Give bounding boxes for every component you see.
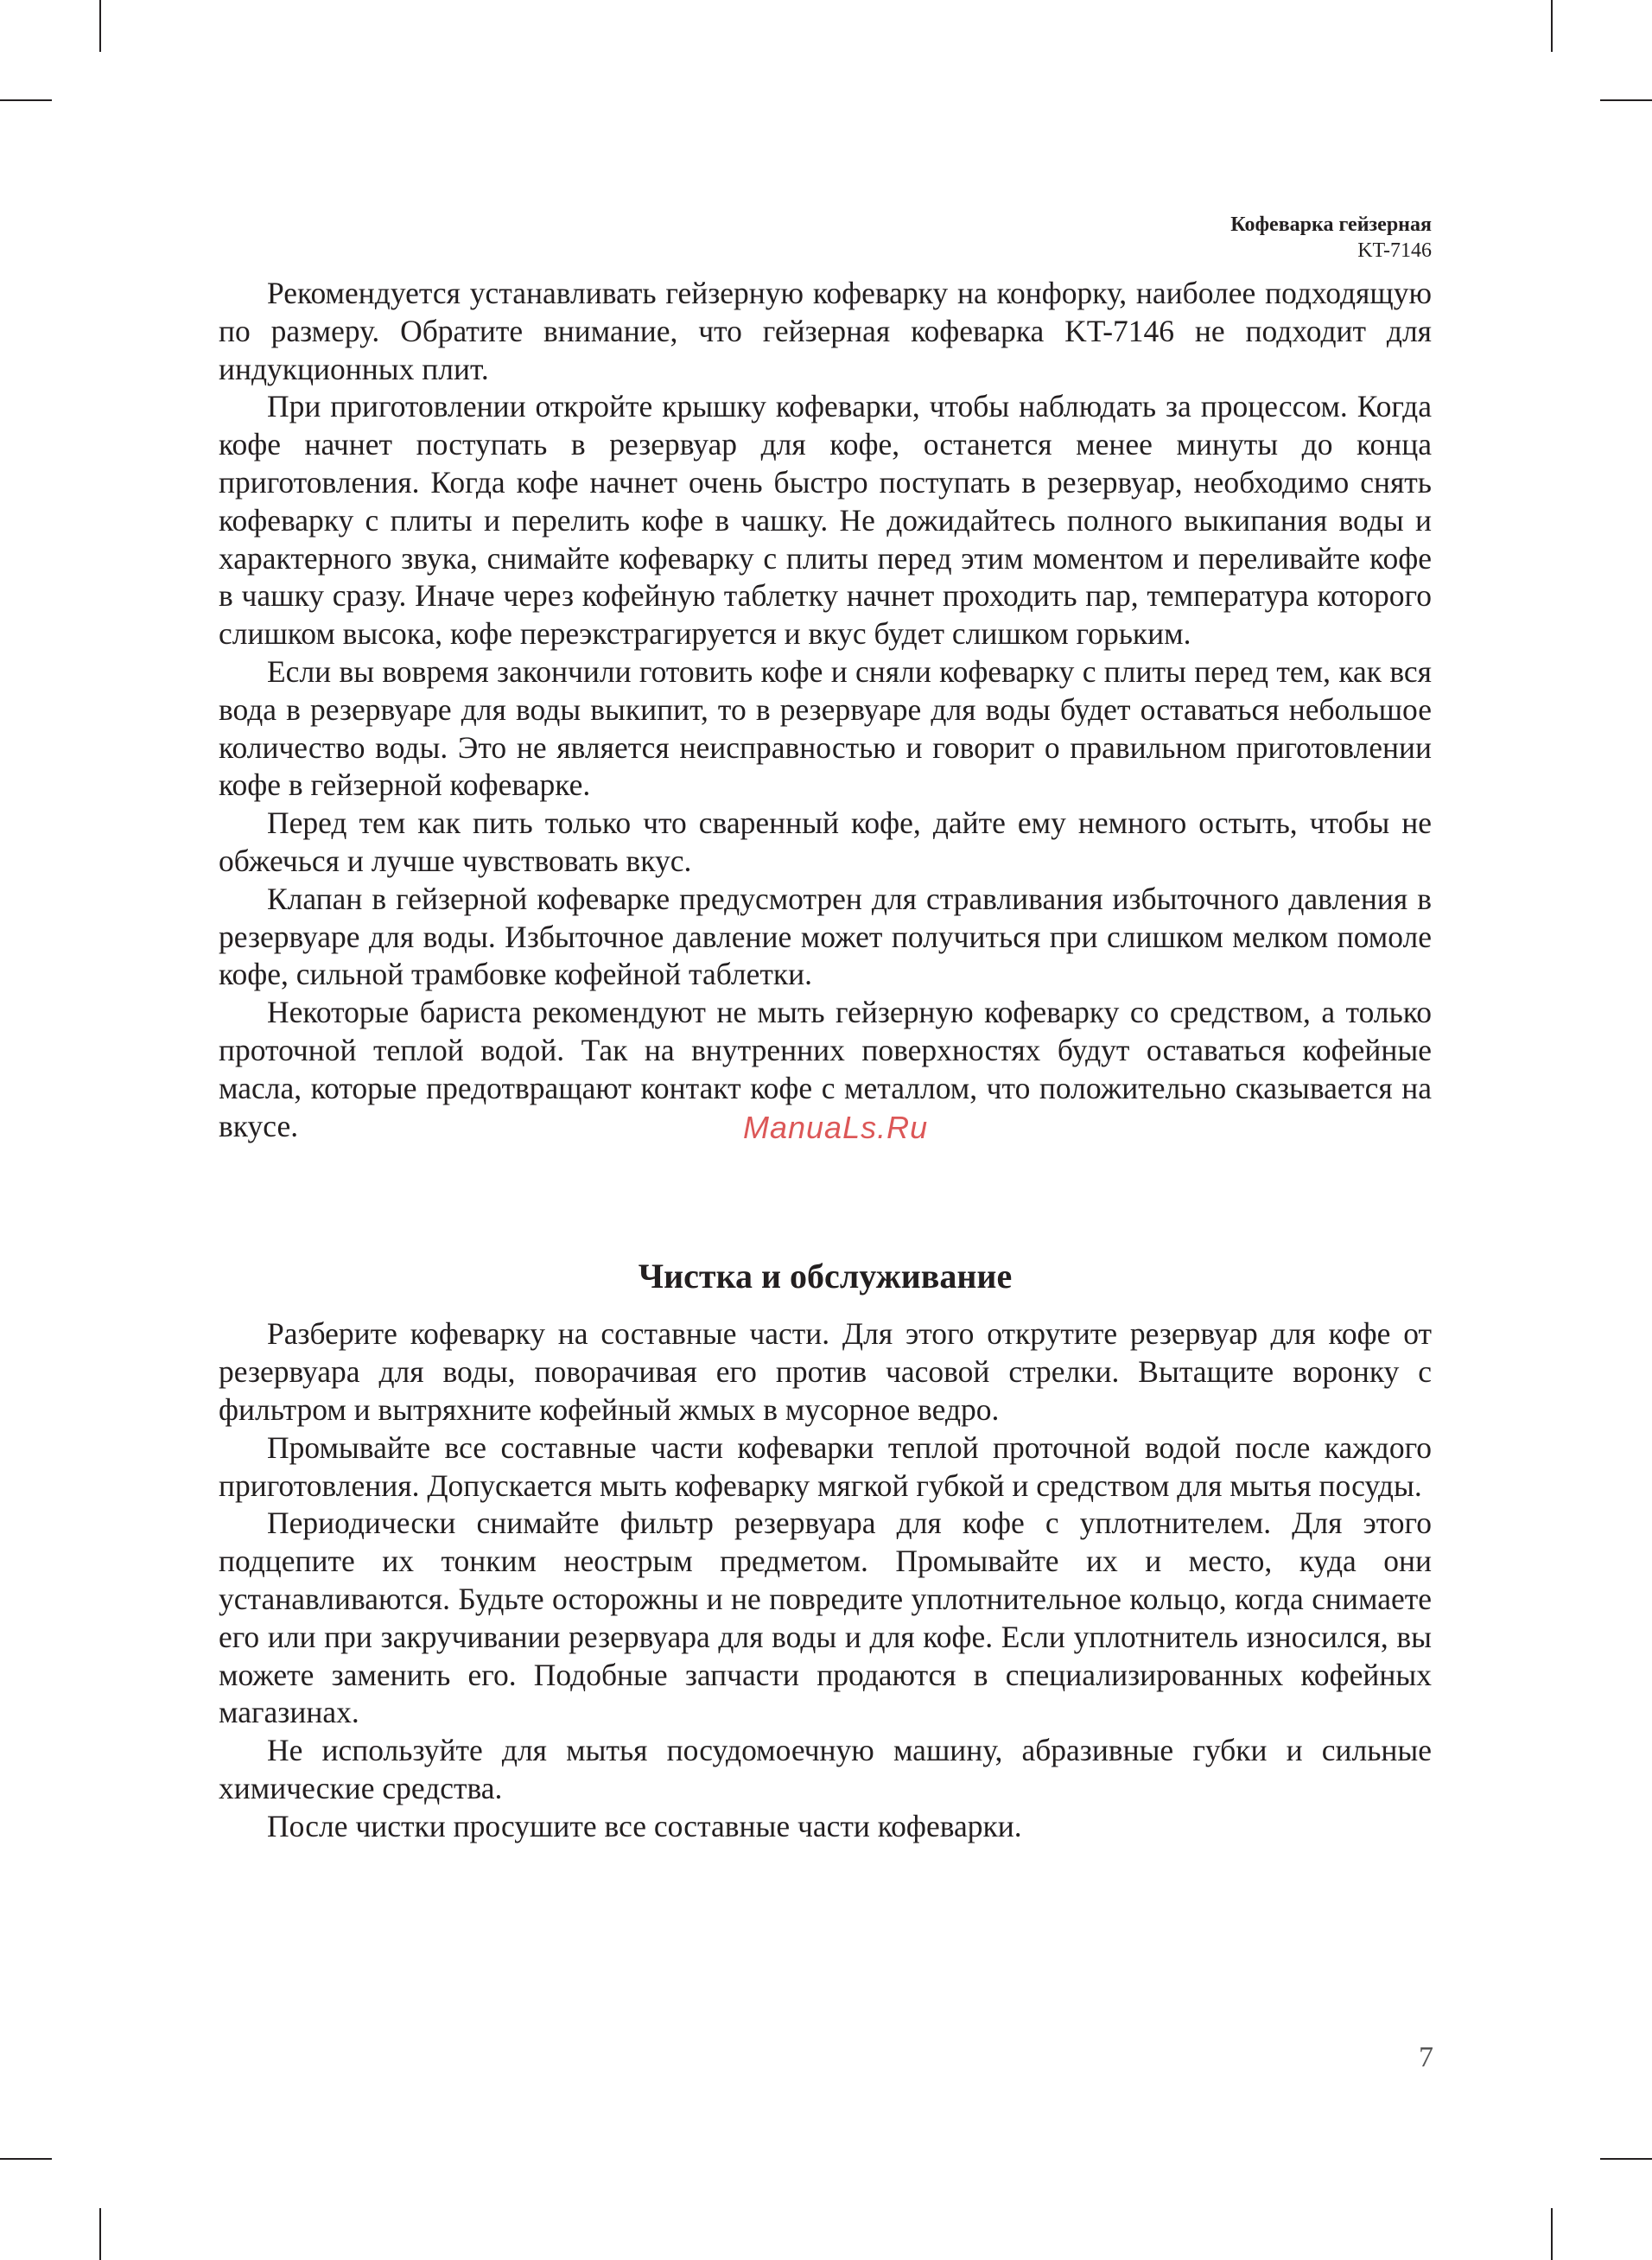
- paragraph: Перед тем как пить только что сваренный кофе, дайте ему немного остыть, чтобы не обжечься и лучше чувствовать вкус.: [219, 805, 1432, 878]
- page-number: 7: [1419, 2041, 1433, 2073]
- crop-mark: [1600, 99, 1652, 101]
- paragraph: Не используйте для мытья посудомоечную машину, абразивные губки и сильные химические средства.: [219, 1733, 1432, 1805]
- header-model: KT-7146: [1357, 239, 1432, 262]
- crop-mark: [1551, 0, 1553, 52]
- section-spacer: [219, 1145, 1432, 1255]
- heading-gap: [219, 1298, 1432, 1315]
- paragraph: Некоторые бариста рекомендуют не мыть гейзерную кофеварку со средством, а только проточной теплой водой. Так на внутренних поверхностях будут оставаться кофейные масла, которые предотвращают контакт кофе с металлом, что положительно сказывается на вкусе.: [219, 995, 1432, 1143]
- crop-mark: [0, 2158, 52, 2160]
- paragraph: Промывайте все составные части кофеварки теплой проточной водой после каждого приготовления. Допускается мыть кофеварку мягкой губкой и средством для мытья посуды.: [219, 1429, 1432, 1503]
- paragraph: Клапан в гейзерной кофеварке предусмотрен для стравливания избыточного давления в резервуаре для воды. Избыточное давление может получиться при слишком мелком помоле кофе, сильной трамбовке кофейной таблетки.: [219, 881, 1432, 992]
- crop-mark: [0, 99, 52, 101]
- running-header: [1230, 212, 1432, 264]
- paragraph: Если вы вовремя закончили готовить кофе и сняли кофеварку с плиты перед тем, как вся вода в резервуаре для воды выкипит, то в резервуаре для воды будет оставаться небольшое количество воды. Это не является неисправностью и говорит о правильном приготовлении кофе в гейзерной кофеварке.: [219, 653, 1432, 803]
- crop-mark: [99, 2208, 101, 2260]
- header-title: Кофеварка гейзерная: [1230, 213, 1432, 236]
- crop-mark: [99, 0, 101, 52]
- paragraph: При приготовлении откройте крышку кофеварки, чтобы наблюдать за процессом. Когда кофе начнет поступать в резервуар для кофе, останется менее минуты до конца приготовления. Когда кофе начнет очень быстро поступать в резервуар, необходимо снять кофеварку с плиты и перелить кофе в чашку. Не дожидайтесь полного выкипания воды и характерного звука, снимайте кофеварку с плиты перед этим моментом и переливайте кофе в чашку сразу. Иначе через кофейную таблетку начнет проходить пар, температура которого слишком высока, кофе переэкстрагируется и вкус будет слишком горьким.: [219, 389, 1432, 652]
- paragraph: Периодически снимайте фильтр резервуара для кофе с уплотнителем. Для этого подцепите их тонким неострым предметом. Промывайте их и место, куда они устанавливаются. Будьте осторожны и не повредите уплотнительное кольцо, когда снимаете его или при закручивании резервуара для воды и для кофе. Если уплотнитель износился, вы можете заменить его. Подобные запчасти продаются в специализированных кофейных магазинах.: [219, 1506, 1432, 1730]
- page-body: [219, 275, 1432, 1845]
- paragraph: Разберите кофеварку на составные части. Для этого открутите резервуар для кофе от резервуара для воды, поворачивая его против часовой стрелки. Вытащите воронку с фильтром и вытряхните кофейный жмых в мусорное ведро.: [219, 1316, 1432, 1427]
- crop-mark: [1551, 2208, 1553, 2260]
- crop-mark: [1600, 2158, 1652, 2160]
- watermark: ManuaLs.Ru: [743, 1110, 929, 1145]
- paragraph: Рекомендуется устанавливать гейзерную кофеварку на конфорку, наиболее подходящую по размеру. Обратите внимание, что гейзерная кофеварка KT-7146 не подходит для индукционных плит.: [219, 276, 1432, 386]
- paragraph: После чистки просушите все составные части кофеварки.: [267, 1808, 1022, 1843]
- section-heading: Чистка и обслуживание: [638, 1257, 1013, 1296]
